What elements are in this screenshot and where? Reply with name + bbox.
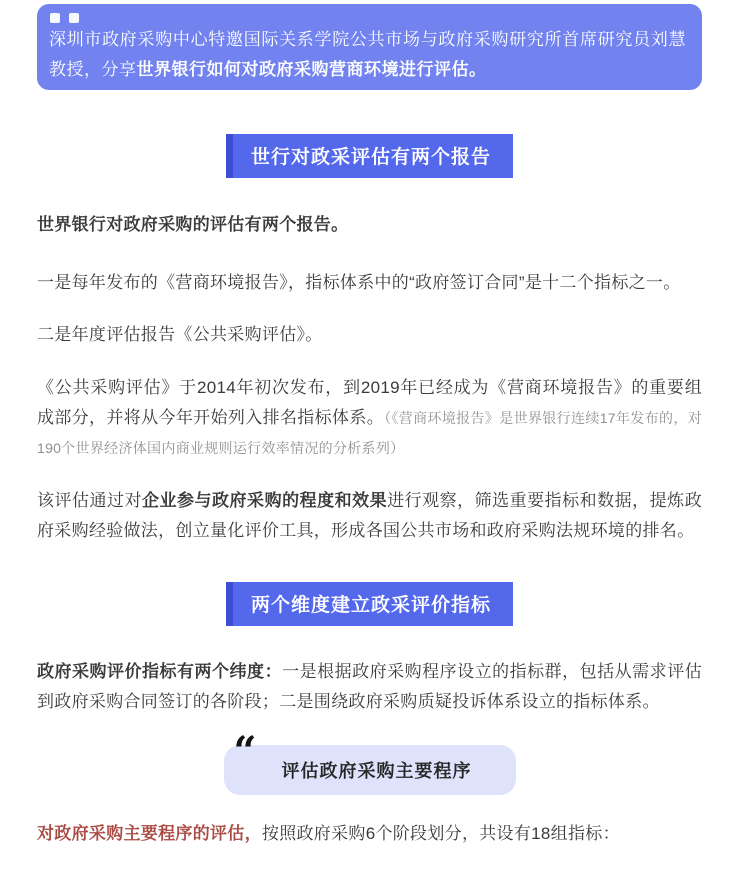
section-header-two-reports: 世行对政采评估有两个报告: [226, 134, 513, 178]
intro-banner: [37, 4, 702, 90]
two-dimensions-rest: 一是根据政府采购程序设立的指标群，包括从需求评估到政府采购合同签订的各阶段；二是围绕政府采购质疑投诉体系设立的指标体系。: [37, 662, 702, 711]
paragraph-two-dimensions: [37, 657, 702, 717]
quote-subtitle-text: 评估政府采购主要程序: [281, 761, 472, 781]
main-procedures-highlight: 对政府采购主要程序的评估，: [37, 824, 262, 843]
section-header-two-dimensions: 两个维度建立政采评价指标: [226, 582, 513, 626]
paragraph-intro: [37, 210, 702, 240]
assessment-method-post: 进行观察，筛选重要指标和数据，提炼政府采购经验做法，创立量化评价工具，形成各国公共市场和政府采购法规环境的排名。: [37, 491, 702, 540]
quote-square-icon: [69, 13, 79, 23]
quote-subtitle-box: [224, 728, 516, 795]
double-square-quote-icon: [49, 11, 686, 25]
main-procedures-rest: 按照政府采购6个阶段划分，共设有18组指标：: [261, 824, 620, 843]
quote-square-icon: [50, 13, 60, 23]
intro-banner-text: [49, 25, 686, 85]
paragraph-report-two-text: 二是年度评估报告《公共采购评估》。: [37, 325, 323, 344]
paragraph-report-one: [37, 268, 702, 298]
paragraph-main-procedures: [37, 819, 702, 849]
paragraph-assessment-method: [37, 486, 702, 546]
paragraph-report-two: [37, 320, 702, 350]
assessment-history-note: （《营商环境报告》是世界银行连续17年发布的，对190个世界经济体国内商业规则运行效率情况的分析系列）: [37, 410, 702, 456]
assessment-method-pre: 该评估通过对: [37, 491, 143, 510]
paragraph-assessment-history: [37, 373, 702, 463]
intro-text-bold: 世界银行如何对政府采购营商环境进行评估。: [136, 60, 487, 79]
paragraph-report-one-text: 一是每年发布的《营商环境报告》，指标体系中的“政府签订合同”是十二个指标之一。: [37, 273, 681, 292]
paragraph-intro-text: 世界银行对政府采购的评估有两个报告。: [37, 215, 349, 234]
assessment-method-bold: 企业参与政府采购的程度和效果: [142, 491, 388, 510]
assessment-history-main: 《公共采购评估》于2014年初次发布，到2019年已经成为《营商环境报告》的重要组成部分，并将从今年开始列入排名指标体系。: [37, 378, 702, 427]
opening-quote-icon: “: [233, 728, 258, 775]
two-dimensions-bold: 政府采购评价指标有两个纬度：: [37, 662, 283, 681]
intro-text-regular: 深圳市政府采购中心特邀国际关系学院公共市场与政府采购研究所首席研究员刘慧教授，分享: [49, 30, 686, 79]
